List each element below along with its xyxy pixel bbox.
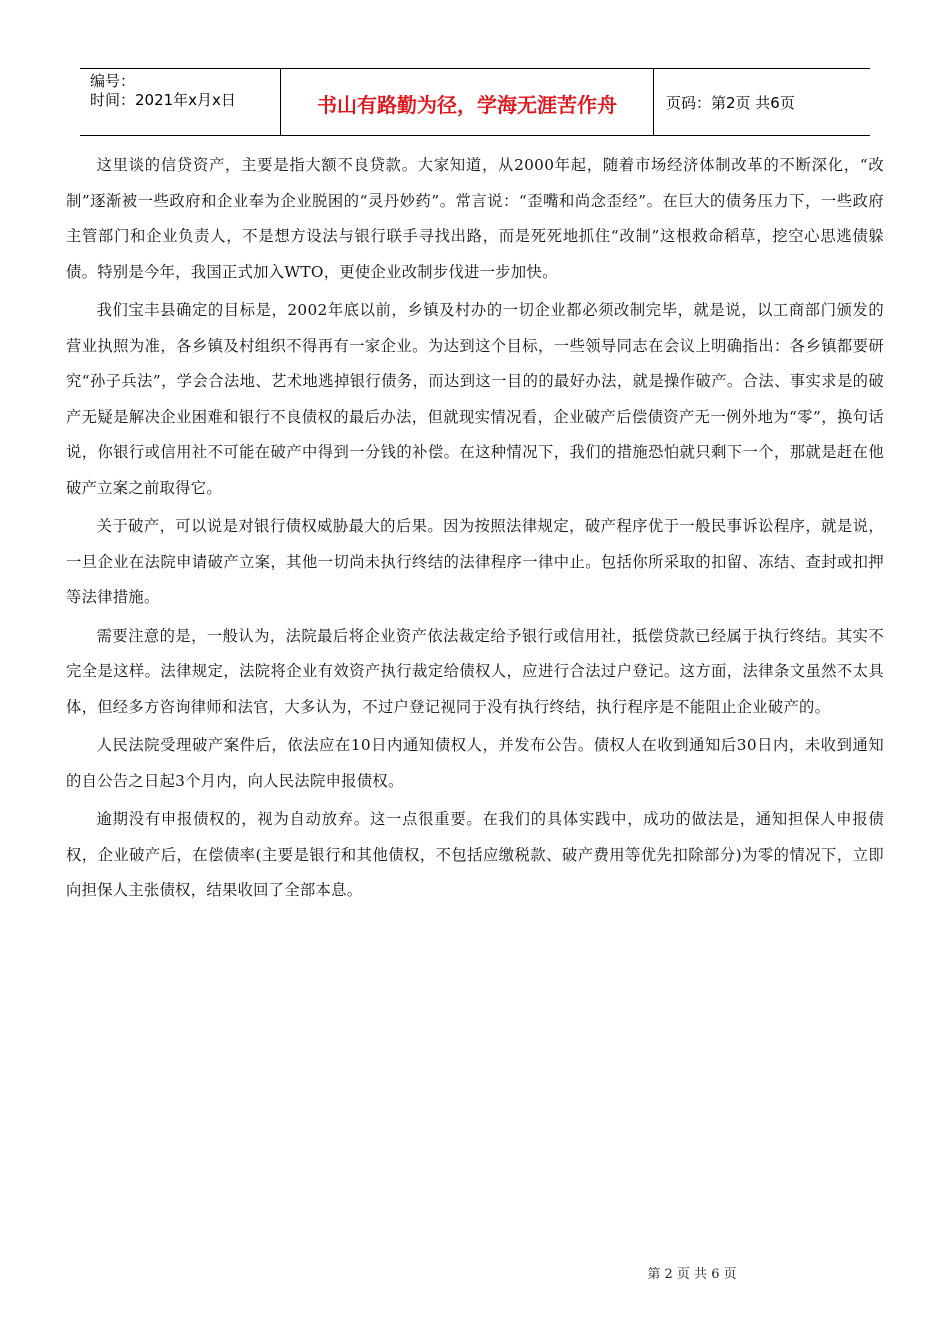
paragraph: 我们宝丰县确定的目标是，2002年底以前，乡镇及村办的一切企业都必须改制完毕，就是说，以工商部门颁发的营业执照为准，各乡镇及村组织不得再有一家企业。为达到这个目标，一些领导同志在会议上明确指出：各乡镇都要研究“孙子兵法”，学会合法地、艺术地逃掉银行债务，而达到这一目的的最好办法，就是操作破产。合法、事实求是的破产无疑是解决企业困难和银行不良债权的最后办法，但就现实情况看，企业破产后偿债资产无一例外地为“零”，换句话说，你银行或信用社不可能在破产中得到一分钱的补偿。在这种情况下，我们的措施恐怕就只剩下一个，那就是赶在他破产立案之前取得它。	[66, 301, 884, 497]
header-motto: 书山有路勤为径，学海无涯苦作舟	[317, 92, 617, 117]
document-body	[66, 148, 884, 909]
header-page-cell	[654, 69, 870, 135]
header-meta-cell	[80, 69, 281, 135]
paragraph: 这里谈的信贷资产，主要是指大额不良贷款。大家知道，从2000年起，随着市场经济体制改革的不断深化，“改制”逐渐被一些政府和企业奉为企业脱困的“灵丹妙药”。常言说：“歪嘴和尚念歪经”。在巨大的债务压力下，一些政府主管部门和企业负责人，不是想方设法与银行联手寻找出路，而是死死地抓住“改制”这根救命稻草，挖空心思逃债躲债。特别是今年，我国正式加入WTO，更使企业改制步伐进一步加快。	[66, 156, 884, 281]
document-number-label: 编号：	[90, 72, 136, 90]
header-page-info: 页码：第2页 共6页	[666, 93, 795, 112]
document-date: 时间：2021年x月x日	[90, 91, 236, 109]
page-footer	[0, 1263, 950, 1282]
document-header	[80, 68, 870, 136]
paragraph: 逾期没有申报债权的，视为自动放弃。这一点很重要。在我们的具体实践中，成功的做法是，通知担保人申报债权，企业破产后，在偿债率(主要是银行和其他债权，不包括应缴税款、破产费用等优先扣除部分)为零的情况下，立即向担保人主张债权，结果收回了全部本息。	[66, 810, 884, 899]
paragraph: 人民法院受理破产案件后，依法应在10日内通知债权人，并发布公告。债权人在收到通知后30日内，未收到通知的自公告之日起3个月内，向人民法院申报债权。	[66, 736, 884, 790]
paragraph: 需要注意的是，一般认为，法院最后将企业资产依法裁定给予银行或信用社，抵偿贷款已经属于执行终结。其实不完全是这样。法律规定，法院将企业有效资产执行裁定给债权人，应进行合法过户登记。这方面，法律条文虽然不太具体，但经多方咨询律师和法官，大多认为，不过户登记视同于没有执行终结，执行程序是不能阻止企业破产的。	[66, 626, 884, 716]
header-motto-cell	[281, 69, 654, 135]
paragraph: 关于破产，可以说是对银行债权威胁最大的后果。因为按照法律规定，破产程序优于一般民事诉讼程序，就是说，一旦企业在法院申请破产立案，其他一切尚未执行终结的法律程序一律中止。包括你所采取的扣留、冻结、查封或扣押等法律措施。	[66, 517, 884, 606]
footer-page-number: 第 2 页 共 6 页	[647, 1267, 737, 1282]
